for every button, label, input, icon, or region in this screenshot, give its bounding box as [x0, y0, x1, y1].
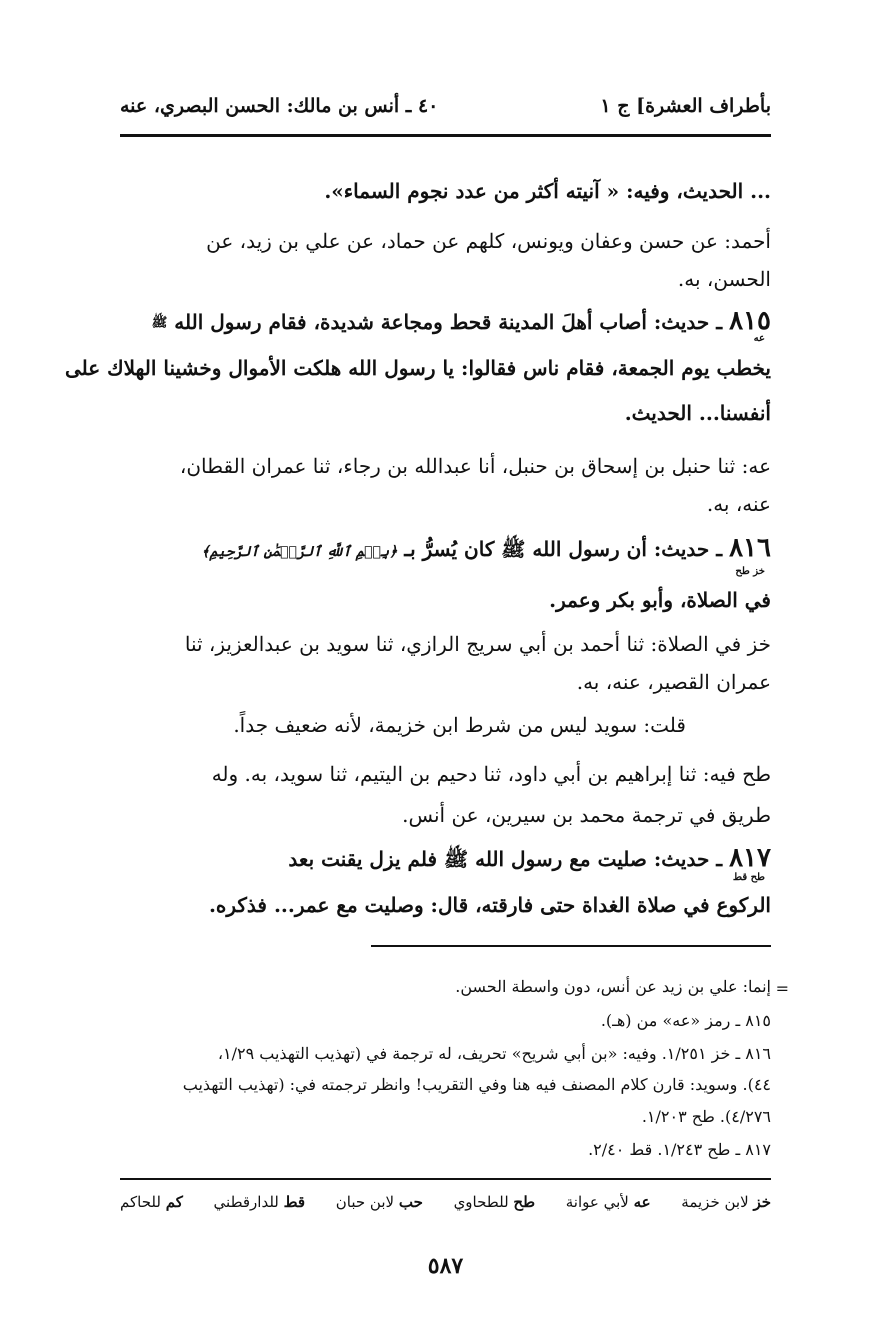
- text-line: ... الحديث، وفيه: « آنيته أكثر من عدد نجوم السماء».: [324, 179, 771, 203]
- header-divider: [120, 134, 771, 137]
- hadith-text: ـ حديث: أن رسول الله ﷺ كان يُسرُّ بـ: [404, 537, 723, 561]
- running-header: [120, 88, 771, 124]
- hadith-number: ٨١٦: [729, 533, 771, 563]
- header-volume: بأطراف العشرة] ج ١: [600, 95, 771, 117]
- text-line: يخطب يوم الجمعة، فقام ناس فقالوا: يا رسول الله هلكت الأموال وخشينا الهلاك على: [64, 356, 771, 380]
- footnote-line: ٨١٥ ـ رمز «عه» من (هـ).: [600, 1011, 771, 1030]
- hadith-817-heading: [120, 843, 771, 874]
- legend-item: خز لابن خزيمة: [681, 1193, 771, 1211]
- source-sigla: عه: [753, 333, 765, 344]
- hadith-816-heading: [120, 533, 771, 567]
- legend-divider: [120, 1178, 771, 1180]
- source-sigla: طح قط: [732, 872, 765, 883]
- text-line: أحمد: عن حسن وعفان ويونس، كلهم عن حماد، عن علي بن زيد، عن: [206, 229, 771, 253]
- text-line: عمران القصير، عنه، به.: [576, 670, 771, 694]
- hadith-text: ـ حديث: صليت مع رسول الله ﷺ فلم يزل يقنت بعد: [288, 847, 723, 871]
- legend-item: حب لابن حبان: [335, 1193, 423, 1211]
- text-line: عنه، به.: [706, 492, 771, 516]
- continuation-mark: =: [775, 979, 789, 998]
- legend-item: كم للحاكم: [120, 1193, 183, 1211]
- hadith-number: ٨١٧: [729, 843, 771, 873]
- text-line: أنفسنا... الحديث.: [624, 401, 771, 425]
- footnote-line: ٤/٢٧٦). طح ١/٢٠٣.: [641, 1107, 771, 1126]
- footnote-line: ٨١٦ ـ خز ١/٢٥١. وفيه: «بن أبي شريح» تحريف، له ترجمة في (تهذيب التهذيب ١/٢٩،: [217, 1044, 771, 1063]
- abbreviation-legend: [120, 1193, 771, 1211]
- text-line: طريق في ترجمة محمد بن سيرين، عن أنس.: [402, 803, 771, 827]
- page-number: ٥٨٧: [427, 1253, 464, 1279]
- pbuh-ligature: ﷺ: [151, 315, 168, 331]
- text-line: عه: ثنا حنبل بن إسحاق بن حنبل، أنا عبدالله بن رجاء، ثنا عمران القطان،: [179, 454, 771, 478]
- editor-note: قلت: سويد ليس من شرط ابن خزيمة، لأنه ضعيف جداً.: [233, 713, 686, 737]
- hadith-815-heading: [120, 306, 771, 339]
- text-line: الحسن، به.: [677, 267, 771, 291]
- text-line: الركوع في صلاة الغداة حتى فارقته، قال: وصليت مع عمر... فذكره.: [208, 893, 771, 917]
- source-sigla: خز طح: [735, 566, 765, 577]
- footnote-divider: [371, 945, 771, 947]
- footnote-line: ٨١٧ ـ طح ١/٢٤٣. قط ٢/٤٠.: [588, 1140, 771, 1159]
- header-chapter: ٤٠ ـ أنس بن مالك: الحسن البصري، عنه: [120, 95, 439, 117]
- hadith-text: ـ حديث: أصاب أهلَ المدينة قحط ومجاعة شديدة، فقام رسول الله: [174, 310, 723, 334]
- footnote-line: ٤٤). وسويد: قارن كلام المصنف فيه هنا وفي التقريب! وانظر ترجمته في: (تهذيب التهذيب: [182, 1075, 771, 1094]
- legend-item: عه لأبي عوانة: [565, 1193, 651, 1211]
- text-line: في الصلاة، وأبو بكر وعمر.: [549, 588, 771, 612]
- legend-item: طح للطحاوي: [453, 1193, 536, 1211]
- text-line: خز في الصلاة: ثنا أحمد بن أبي سريج الرازي، ثنا سويد بن عبدالعزيز، ثنا: [184, 632, 771, 656]
- footnote-line: إنما: علي بن زيد عن أنس، دون واسطة الحسن.: [455, 977, 771, 996]
- legend-item: قط للدارقطني: [213, 1193, 306, 1211]
- text-line: طح فيه: ثنا إبراهيم بن أبي داود، ثنا دحيم بن اليتيم، ثنا سويد، به. وله: [211, 762, 771, 786]
- basmala-ornament: ﴿بِسۡمِ ٱللَّهِ ٱلرَّحۡمَٰنِ ٱلرَّحِيمِ﴾: [201, 544, 398, 560]
- hadith-number: ٨١٥: [729, 306, 771, 336]
